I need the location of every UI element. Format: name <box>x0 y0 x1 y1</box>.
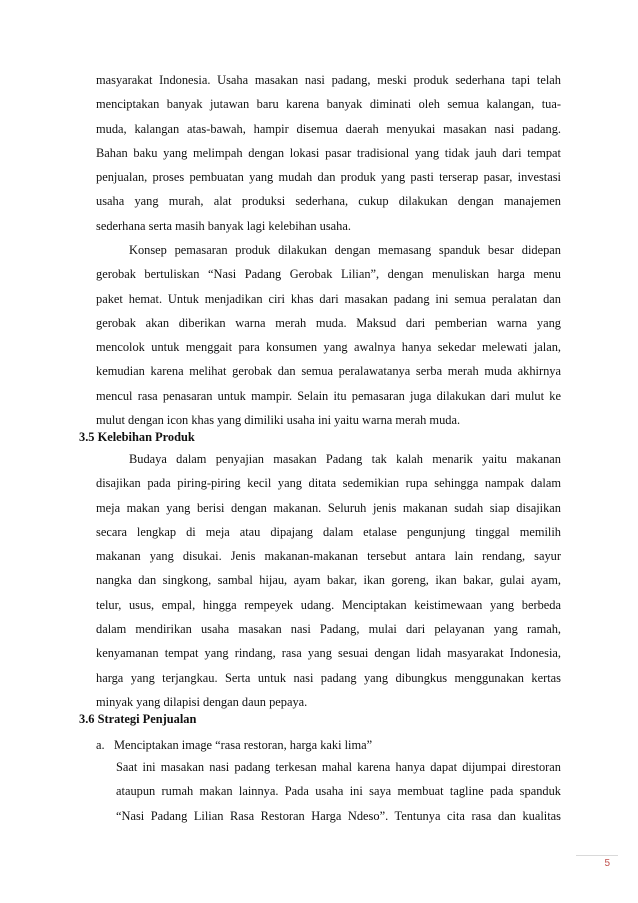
text-line: dalam mendirikan usaha masakan nasi Padang, mulai dari pelayanan yang ramah, <box>96 622 561 637</box>
text-line: paket hemat. Untuk menjadikan ciri khas dari masakan padang ini semua peralatan dan <box>96 291 561 306</box>
text-line: Saat ini masakan nasi padang terkesan mahal karena hanya dapat dijumpai direstoran <box>116 760 561 774</box>
text-line: Bahan baku yang melimpah dengan lokasi pasar tradisional yang tidak jauh dari tempat <box>96 145 561 160</box>
text-line: ataupun rumah makan lainnya. Pada usaha ini saya membuat tagline pada spanduk <box>116 784 561 799</box>
text-line: harga yang terjangkau. Serta untuk nasi padang yang dibungkus menggunakan kertas <box>96 670 561 685</box>
paragraph-kelebihan-produk <box>96 447 561 714</box>
text-line: muda, kalangan atas-bawah, hampir disemua daerah menyukai masakan nasi padang. <box>96 121 561 136</box>
text-line: menciptakan banyak jutawan baru karena banyak diminati oleh semua kalangan, tua- <box>96 97 561 112</box>
text-line: Konsep pemasaran produk dilakukan dengan memasang spanduk besar didepan <box>129 243 561 257</box>
text-line: disajikan pada piring-piring kecil yang ditata sedemikian rupa sehingga nampak dalam <box>96 476 561 491</box>
text-line: “Nasi Padang Lilian Rasa Restoran Harga Ndeso”. Tentunya cita rasa dan kualitas <box>116 808 561 823</box>
paragraph-konsep-pemasaran <box>96 238 561 432</box>
text-line: Budaya dalam penyajian masakan Padang tak kalah menarik yaitu makanan <box>129 452 561 466</box>
text-line: gerobak bertuliskan “Nasi Padang Gerobak Lilian”, dengan menuliskan harga menu <box>96 267 561 282</box>
text-line: meja makan yang berisi dengan makanan. Seluruh jenis makanan sudah siap disajikan <box>96 500 561 515</box>
list-marker: a. <box>96 738 105 752</box>
paragraph-usaha <box>96 68 561 238</box>
text-line: secara lengkap di meja atau dipajang dalam etalase pengunjung tinggal memilih <box>96 524 561 539</box>
footer-divider <box>576 855 618 856</box>
text-line: mulut dengan icon khas yang dimiliki usaha ini yaitu warna merah muda. <box>96 413 461 428</box>
paragraph-strategi-image <box>116 755 561 828</box>
list-item-title: Menciptakan image “rasa restoran, harga kaki lima” <box>114 738 373 752</box>
text-line: makanan yang disukai. Jenis makanan-makanan tersebut antara lain rendang, sayur <box>96 549 561 564</box>
list-item-a <box>96 733 372 757</box>
text-line: mencolok untuk menggait para konsumen yang awalnya hanya sekedar melewati jalan, <box>96 340 561 355</box>
text-line: kenyamanan tempat yang rindang, rasa yang sesuai dengan lidah masyarakat Indonesia, <box>96 646 561 661</box>
text-line: kemudian karena melihat gerobak dan semua peralawatanya serba merah muda akhirnya <box>96 364 561 379</box>
text-line: nangka dan singkong, sambal hijau, ayam bakar, ikan goreng, ikan bakar, gulai ayam, <box>96 573 561 588</box>
text-line: masyarakat Indonesia. Usaha masakan nasi padang, meski produk sederhana tapi telah <box>96 73 561 87</box>
text-line: penjualan, proses pembuatan yang mudah dan produk yang pasti terserap pasar, investasi <box>96 170 561 185</box>
page-number: 5 <box>604 858 610 869</box>
section-heading-kelebihan-produk: 3.5 Kelebihan Produk <box>79 430 195 444</box>
text-line: telur, usus, empal, hingga rempeyek udang. Menciptakan keistimewaan yang berbeda <box>96 597 561 612</box>
text-line: sederhana serta masih banyak lagi kelebihan usaha. <box>96 218 351 233</box>
text-line: mencul rasa penasaran untuk mampir. Selain itu pemasaran juga dilakukan dari mulut ke <box>96 388 561 403</box>
text-line: minyak yang dilapisi dengan daun pepaya. <box>96 694 308 709</box>
text-line: usaha yang murah, alat produksi sederhana, cukup dilakukan dengan manajemen <box>96 194 561 209</box>
text-line: gerobak akan diberikan warna merah muda. Maksud dari pemberian warna yang <box>96 315 561 330</box>
section-heading-strategi-penjualan: 3.6 Strategi Penjualan <box>79 712 197 726</box>
